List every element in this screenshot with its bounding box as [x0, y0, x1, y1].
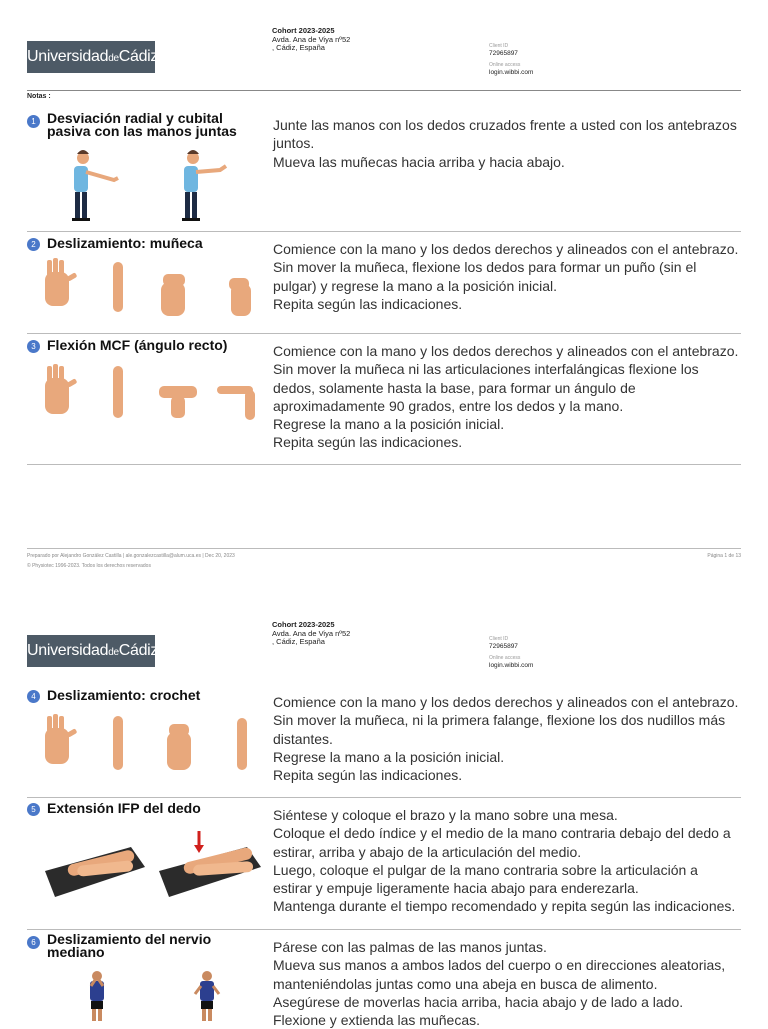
online-access-label: Online access — [489, 655, 521, 661]
exercise-title: Deslizamiento: crochet — [47, 687, 201, 703]
exercise-illustration — [41, 712, 266, 774]
online-access-link[interactable]: login.wibbi.com — [489, 662, 534, 669]
cohort-title: Cohort 2023-2025 — [272, 26, 335, 35]
exercise-divider — [27, 929, 741, 930]
online-access-label: Online access — [489, 62, 521, 68]
exercise-description: Comience con la mano y los dedos derechos y alineados con el antebrazo. Sin mover la muñeca ni las articulaciones interfalángicas flexione los dedos, solamente hasta la base, para formar un ángulo de aproximadamente 90 grados, entre los dedos y la mano. Regrese la mano a la posición inicial. Repita según las indicaciones. — [273, 343, 739, 451]
client-info — [489, 636, 533, 669]
hands-on-table-left — [45, 847, 145, 897]
exercise-illustration — [41, 827, 266, 899]
exercise-description: Comience con la mano y los dedos derechos y alineados con el antebrazo. Sin mover la muñeca, flexione los dedos para formar un puño (sin el pulgar) y regrese la mano a la posición inicial. Repita según las indicaciones. — [273, 241, 739, 312]
address-line1: Avda. Ana de Viya nº52 — [272, 628, 351, 638]
exercise-title: Deslizamiento del nervio mediano — [47, 931, 212, 960]
notes-label: Notas : — [27, 93, 51, 100]
exercise-number-badge: 2 — [27, 238, 40, 251]
address-line1: Avda. Ana de Viya nº52 — [272, 34, 351, 44]
exercise-5 — [27, 801, 741, 929]
man-figure-left — [90, 971, 104, 1021]
exercise-number-badge: 1 — [27, 115, 40, 128]
university-logo: UniversidaddeCádiz — [27, 635, 155, 667]
hand-side — [113, 716, 123, 770]
exercise-description: Siéntese y coloque el brazo y la mano sobre una mesa. Coloque el dedo índice y el medio de la mano contraria debajo del dedo a estirar, arriba y abajo de la articulación del medio. Luego, coloque el pulgar de la mano contraria sobre la articulación a estirar y empuje ligeramente hacia abajo para enderezarla. Mantenga durante el tiempo recomendado y repita según las indicaciones. — [273, 807, 736, 915]
hands-on-table-right — [159, 831, 261, 897]
exercise-6 — [27, 931, 741, 1029]
exercise-title: Desviación radial y cubital pasiva con las manos juntas — [47, 110, 237, 139]
exercise-title: Extensión IFP del dedo — [47, 800, 201, 816]
exercise-number-badge: 3 — [27, 340, 40, 353]
client-id-label: Client ID — [489, 43, 509, 49]
exercise-number-badge: 6 — [27, 936, 40, 949]
client-id: 72965897 — [489, 643, 518, 650]
exercise-description: Comience con la mano y los dedos derechos y alineados con el antebrazo. Sin mover la muñeca, ni la primera falange, flexione los dos nudillos más distantes. Regrese la mano a la posición inicial. Repita según las indicaciones. — [273, 694, 739, 784]
address-line2: , Cádiz, España — [272, 637, 325, 646]
footer-page-number: Página 1 de 13 — [707, 553, 741, 559]
hand-side-curled — [237, 718, 247, 770]
university-logo: UniversidaddeCádiz — [27, 41, 155, 73]
exercise-title: Flexión MCF (ángulo recto) — [47, 337, 228, 353]
address-line2: , Cádiz, España — [272, 43, 325, 52]
exercise-description: Párese con las palmas de las manos juntas. Mueva sus manos a ambos lados del cuerpo o en direcciones aleatorias, manteniéndolas juntas como una abeja en busca de alimento. Asegúrese de moverlas hacia arriba, hacia abajo y de lado a lado. Flexione y extienda las muñecas. — [273, 939, 726, 1029]
exercise-title: Deslizamiento: muñeca — [47, 235, 203, 251]
exercise-number-badge: 5 — [27, 803, 40, 816]
footer-prepared-by: Preparado por Alejandro González Castilla | ale.gonzalezcastilla@alum.uca.es | Dec 20, 2023 — [27, 553, 235, 559]
man-figure-right — [195, 971, 219, 1021]
online-access-link[interactable]: login.wibbi.com — [489, 69, 534, 76]
client-id: 72965897 — [489, 50, 518, 57]
exercise-divider — [27, 797, 741, 798]
hand-claw — [167, 724, 191, 770]
hand-open — [45, 714, 77, 764]
cohort-title: Cohort 2023-2025 — [272, 620, 335, 629]
exercise-illustration — [41, 970, 251, 1022]
exercise-number-badge: 4 — [27, 690, 40, 703]
cohort-info — [272, 621, 350, 647]
client-id-label: Client ID — [489, 636, 509, 642]
exercise-description: Junte las manos con los dedos cruzados frente a usted con los antebrazos juntos. Mueva las muñecas hacia arriba y hacia abajo. — [273, 117, 737, 170]
footer-copyright: © Physiotec 1996-2023. Todos los derechos reservados — [27, 563, 151, 569]
exercise-4 — [27, 688, 741, 796]
